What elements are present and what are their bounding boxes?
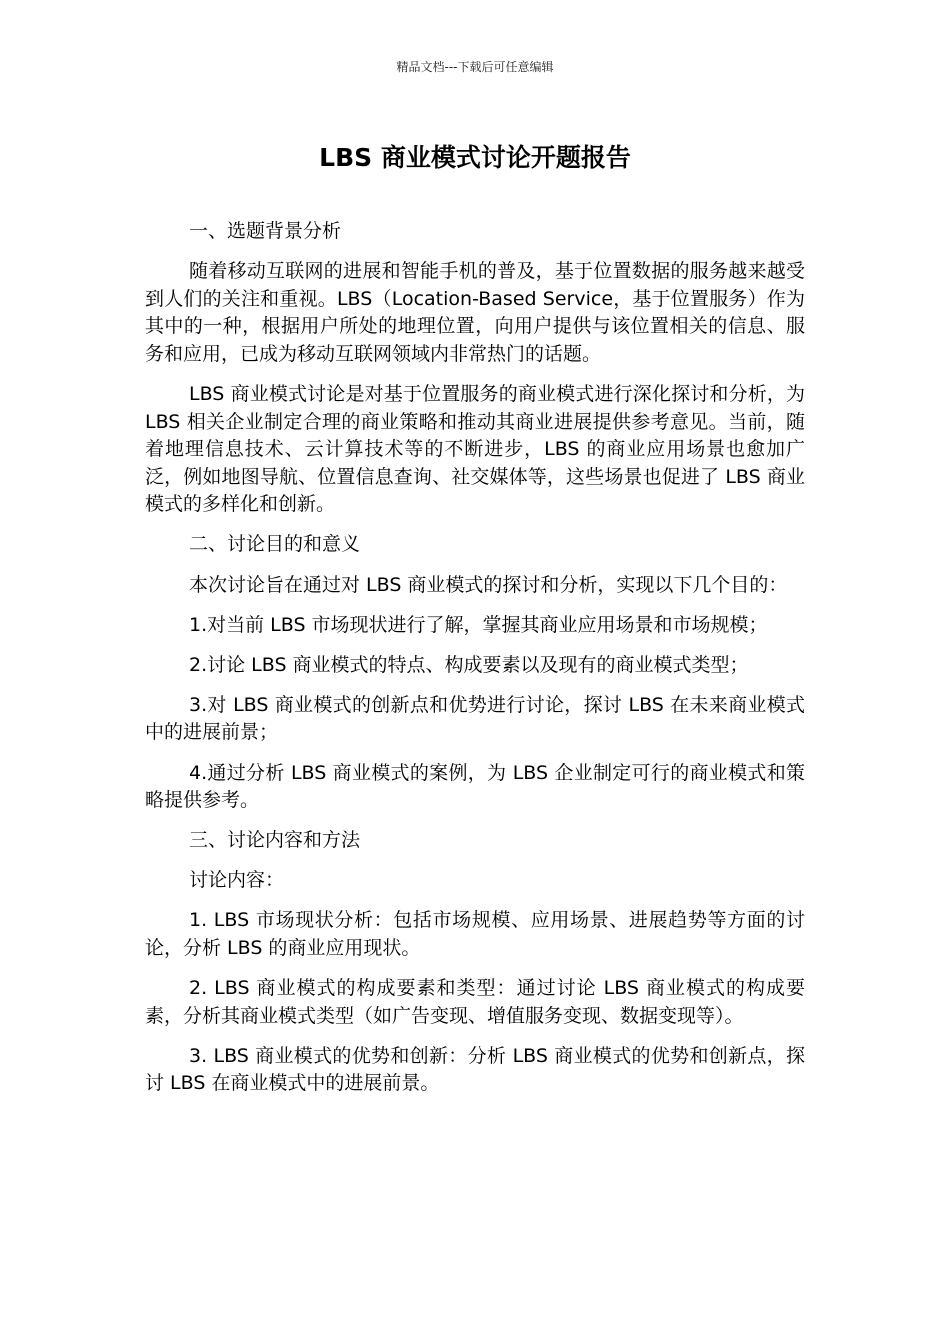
paragraph-purpose-intro: 本次讨论旨在通过对 LBS 商业模式的探讨和分析，实现以下几个目的： <box>189 573 788 596</box>
section-heading-content: 三、讨论内容和方法 <box>189 829 361 852</box>
purpose-item-3: 3.对 LBS 商业模式的创新点和优势进行讨论，探讨 LBS 在未来商业模式中的进展前景； <box>145 693 805 744</box>
section-heading-purpose: 二、讨论目的和意义 <box>189 533 361 556</box>
section-heading-background: 一、选题背景分析 <box>189 220 342 242</box>
paragraph-background-intro: 随着移动互联网的进展和智能手机的普及，基于位置数据的服务越来越受到人们的关注和重视。LBS（Location-Based Service，基于位置服务）作为其中的一种，根据用户所处的地理位置，向用户提供与该位置相关的信息、服务和应用，已成为移动互联网领域内非常热门的话题。 <box>145 260 805 365</box>
header-note: 精品文档---下载后可任意编辑 <box>396 60 554 74</box>
purpose-item-4: 4.通过分析 LBS 商业模式的案例，为 LBS 企业制定可行的商业模式和策略提供参考。 <box>145 761 805 812</box>
paragraph-background-detail: LBS 商业模式讨论是对基于位置服务的商业模式进行深化探讨和分析，为 LBS 相关企业制定合理的商业策略和推动其商业进展提供参考意见。当前，随着地理信息技术、云计算技术等的不断进步，LBS 的商业应用场景也愈加广泛，例如地图导航、位置信息查询、社交媒体等，这些场景也促进了 LBS 商业模式的多样化和创新。 <box>145 382 805 516</box>
content-item-2: 2. LBS 商业模式的构成要素和类型：通过讨论 LBS 商业模式的构成要素，分析其商业模式类型（如广告变现、增值服务变现、数据变现等）。 <box>145 977 805 1027</box>
content-label: 讨论内容： <box>189 869 285 892</box>
content-item-1: 1. LBS 市场现状分析：包括市场规模、应用场景、进展趋势等方面的讨论，分析 LBS 的商业应用现状。 <box>145 909 805 959</box>
content-item-3: 3. LBS 商业模式的优势和创新：分析 LBS 商业模式的优势和创新点，探讨 LBS 在商业模式中的进展前景。 <box>145 1044 805 1095</box>
page-title: LBS 商业模式讨论开题报告 <box>319 143 631 172</box>
purpose-item-2: 2.讨论 LBS 商业模式的特点、构成要素以及现有的商业模式类型； <box>189 653 749 676</box>
document-body <box>145 218 805 1110</box>
purpose-item-1: 1.对当前 LBS 市场现状进行了解，掌握其商业应用场景和市场规模； <box>189 613 768 636</box>
